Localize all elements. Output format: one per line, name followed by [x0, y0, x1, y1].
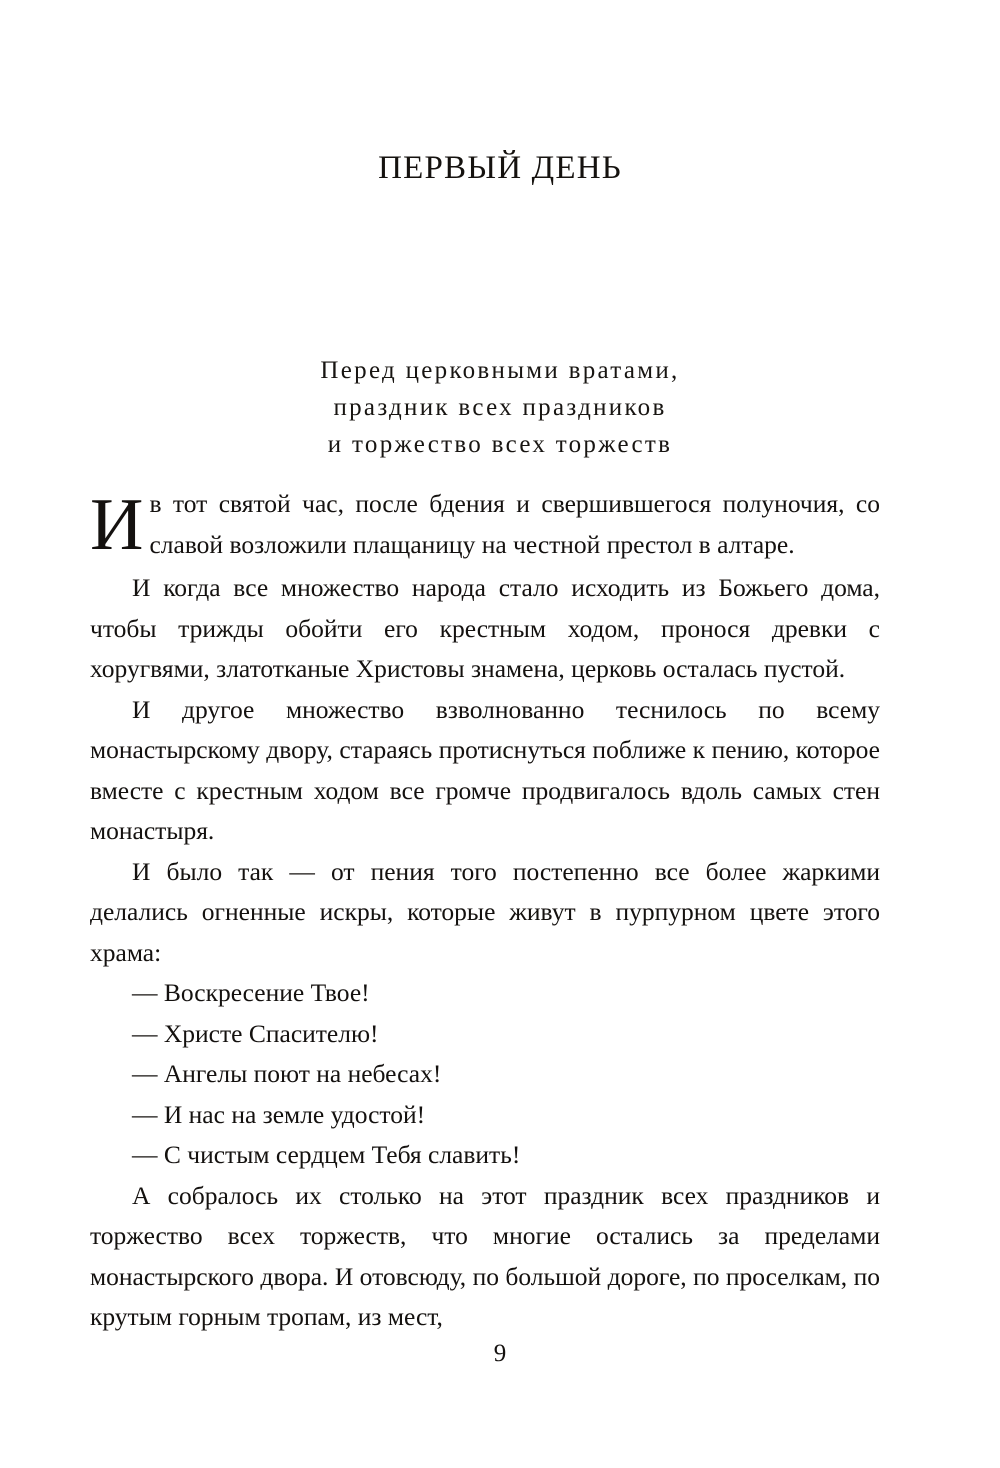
drop-cap: И — [90, 484, 144, 566]
paragraph-opening — [90, 484, 880, 568]
page-title: ПЕРВЫЙ ДЕНЬ — [378, 150, 622, 187]
chapter-title-line-2: праздник всех праздников — [333, 394, 667, 421]
paragraph: А собралось их столько на этот праздник всех праздников и торжество всех торжеств, что многие остались за пределами монастырского двора. И отовсюду, по большой дороге, по проселкам, по крутым горным тропам, из мест, — [90, 1180, 880, 1331]
dialogue-line: — Христе Спасителю! — [132, 1018, 379, 1048]
dialogue-line: — Ангелы поют на небесах! — [132, 1059, 442, 1088]
body-text — [90, 484, 880, 1338]
chapter-title-line-1: Перед церковными вратами, — [320, 357, 680, 384]
dialogue-line: — И нас на земле удостой! — [132, 1099, 426, 1129]
paragraph-text: в тот святой час, после бдения и свершившегося полуночия, со славой возложили плащаницу на честной престол в алтаре. — [149, 489, 880, 559]
chapter-title — [90, 352, 910, 463]
dialogue-line: — С чистым сердцем Тебя славить! — [132, 1140, 521, 1169]
paragraph: И другое множество взволнованно теснилось по всему монастырскому двору, стараясь протиснуться поближе к пению, которое вместе с крестным ходом все громче продвигалось вдоль самых стен монастыря. — [90, 694, 880, 845]
chapter-title-line-3: и торжество всех торжеств — [327, 431, 673, 458]
dialogue-line: — Воскресение Твое! — [132, 978, 370, 1007]
paragraph: И было так — от пения того постепенно все более жаркими делались огненные искры, которые живут в пурпурном цвете этого храма: — [90, 856, 880, 967]
paragraph: И когда все множество народа стало исходить из Божьего дома, чтобы трижды обойти его крестным ходом, пронося древки с хоругвями, златотканые Христовы знамена, церковь осталась пустой. — [90, 573, 880, 683]
page-number: 9 — [493, 1340, 507, 1367]
